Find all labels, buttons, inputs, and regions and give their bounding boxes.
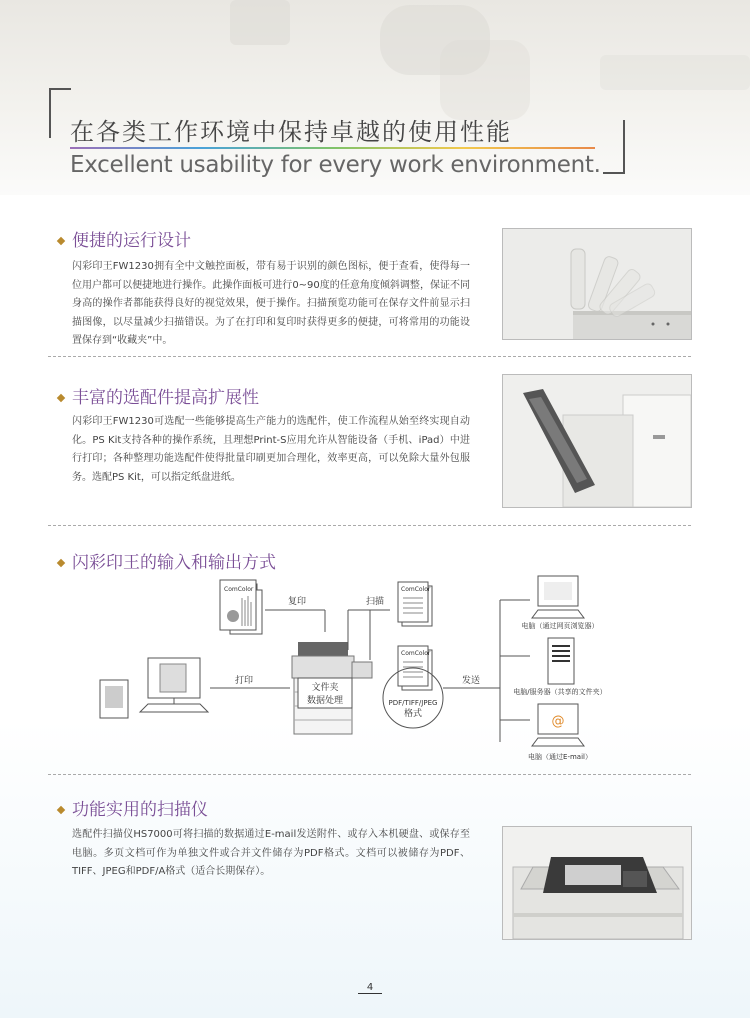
diamond-bullet-icon	[57, 559, 65, 567]
scanner-photo	[502, 826, 692, 940]
diamond-bullet-icon	[57, 806, 65, 814]
format-label-line1: PDF/TIFF/JPEG	[388, 699, 438, 707]
title-rainbow-line	[70, 147, 595, 149]
email-at-icon: @	[551, 714, 565, 729]
control-panel-photo	[502, 228, 692, 340]
format-doc-brand: ComColor	[401, 650, 431, 657]
io-diagram	[90, 570, 650, 770]
section-body-scanner: 选配件扫描仪HS7000可将扫描的数据通过E-mail发送附件、或存入本机硬盘、或保存至电脑。多页文档可作为单独文件或合并文件储存为PDF格式。文档可以被储存为PDF、TIFF、JPEG和PDF/A格式（适合长期保存）。	[72, 829, 470, 878]
section-heading-io: 闪彩印王的输入和输出方式	[58, 548, 276, 573]
pc-web-label: 电脑（通过网页浏览器）	[521, 622, 599, 630]
format-label-line2: 格式	[403, 709, 423, 719]
section-heading-scanner: 功能实用的扫描仪	[58, 795, 208, 820]
section-divider	[48, 525, 691, 526]
scanned-document-icon	[398, 582, 432, 626]
page-number: 4	[358, 982, 382, 994]
page-title: 在各类工作环境中保持卓越的使用性能	[70, 118, 512, 146]
finisher-photo	[502, 374, 692, 508]
copy-label: 复印	[288, 597, 307, 607]
server-icon	[548, 638, 574, 684]
title-bracket-right	[603, 120, 625, 174]
scan-doc-brand: ComColor	[401, 586, 431, 593]
process-label-line2: 数据处理	[306, 696, 344, 706]
print-label: 打印	[235, 676, 254, 686]
pc-web-icon	[532, 576, 584, 618]
section-divider	[48, 774, 691, 775]
pc-server-label: 电脑/服务器（共享的文件夹）	[513, 688, 607, 696]
process-label-line1: 文件夹	[311, 683, 339, 693]
copy-document-icon	[220, 580, 262, 634]
tablet-icon	[100, 680, 128, 718]
copy-doc-brand: ComColor	[224, 586, 254, 593]
diamond-bullet-icon	[57, 394, 65, 402]
section-body-operation: 闪彩印王FW1230拥有全中文触控面板，带有易于识别的颜色图标，便于查看，使得每一位用户都可以便捷地进行操作。此操作面板可进行0~90度的任意角度倾斜调整，保证不同身高的操作者都能获得良好的视觉效果，便于操作。扫描预览功能可在保存文件前显示扫描图像，以尽量减少扫描错误。为了在打印和复印时获得更多的便捷，可将常用的功能设置保存到“收藏夹”中。	[72, 261, 470, 347]
section-body-options: 闪彩印王FW1230可选配一些能够提高生产能力的选配件，使工作流程从始至终实现自动化。PS Kit支持各种的操作系统，且理想Print-S应用允许从智能设备（手机、iPad）中进行打印；各种整理功能选配件使得批量印刷更加合理化，效率更高，可以免除大量外包服务。选配PS Kit，可以指定纸盘进纸。	[72, 416, 470, 483]
diamond-bullet-icon	[57, 237, 65, 245]
section-divider	[48, 356, 691, 357]
title-bracket-left	[49, 88, 71, 138]
section-heading-options: 丰富的选配件提高扩展性	[58, 383, 259, 408]
section-heading-operation: 便捷的运行设计	[58, 226, 191, 251]
pc-email-label: 电脑（通过E-mail）	[528, 753, 592, 761]
pc-email-icon	[532, 704, 584, 746]
send-label: 发送	[462, 676, 481, 686]
scan-label: 扫描	[366, 597, 385, 607]
computer-icon	[140, 658, 208, 712]
page-subtitle: Excellent usability for every work environment.	[70, 152, 601, 178]
